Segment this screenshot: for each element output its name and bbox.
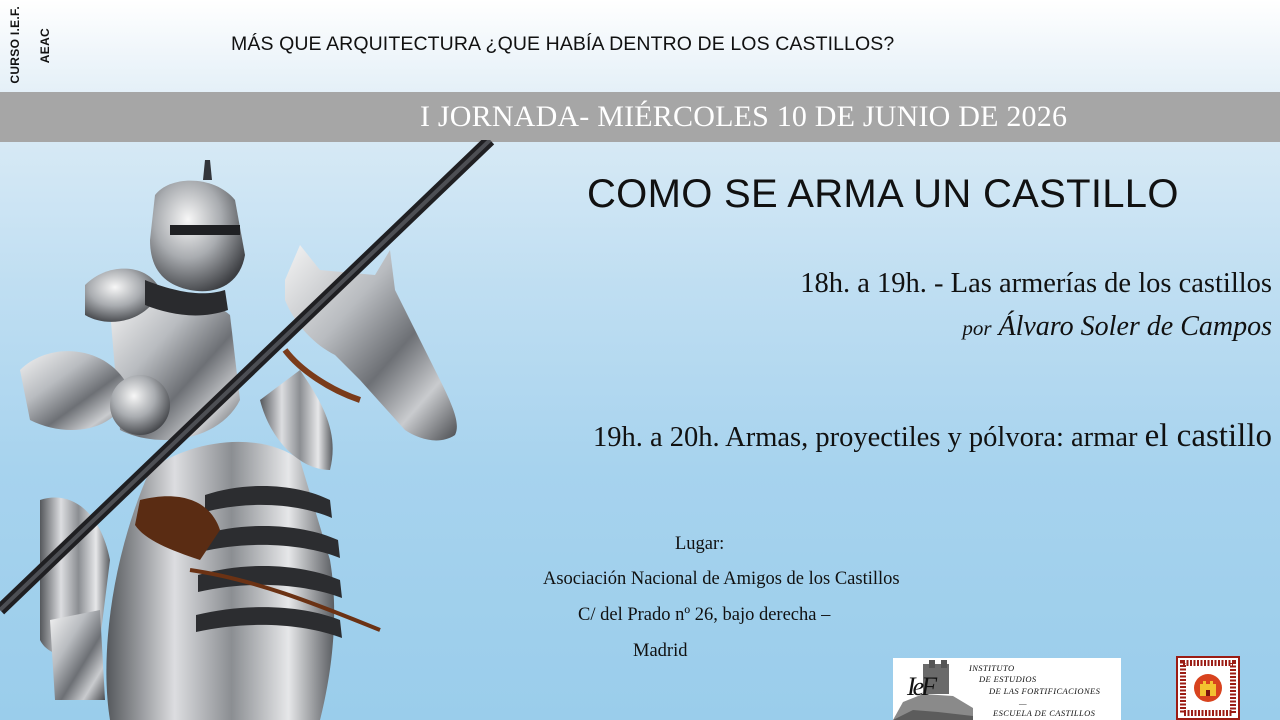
ief-logo xyxy=(893,658,1121,720)
date-band-text: I JORNADA- MIÉRCOLES 10 DE JUNIO DE 2026 xyxy=(420,100,1068,133)
course-title: MÁS QUE ARQUITECTURA ¿QUE HABÍA DENTRO DE LOS CASTILLOS? xyxy=(231,33,895,55)
speaker-prefix: por xyxy=(962,316,992,340)
venue-name: Asociación Nacional de Amigos de los Castillos xyxy=(543,569,900,589)
venue-city: Madrid xyxy=(633,641,688,661)
session-title: COMO SE ARMA UN CASTILLO xyxy=(587,172,1179,216)
venue-address: C/ del Prado nº 26, bajo derecha – xyxy=(578,605,831,625)
ief-text-4: — xyxy=(1019,698,1027,708)
side-label-course: CURSO I.E.F. xyxy=(8,6,22,84)
talk-2 xyxy=(593,418,1272,455)
ief-text-3: DE LAS FORTIFICACIONES xyxy=(989,686,1101,696)
ief-text-1: INSTITUTO xyxy=(969,663,1015,673)
speaker-name: Álvaro Soler de Campos xyxy=(998,311,1272,342)
side-label-aeac: AEAC xyxy=(38,28,52,64)
knight-image xyxy=(0,140,520,720)
aeac-seal-icon xyxy=(1176,656,1240,720)
side-label xyxy=(0,0,60,95)
talk-2-emphasis: el castillo xyxy=(1144,418,1272,454)
aeac-logo xyxy=(1176,656,1240,720)
speaker-line xyxy=(962,311,1272,343)
ief-text-5: ESCUELA DE CASTILLOS xyxy=(993,708,1096,718)
talk-2-text: 19h. a 20h. Armas, proyectiles y pólvora: armar xyxy=(592,422,1145,453)
venue-label: Lugar: xyxy=(675,534,725,554)
talk-1: 18h. a 19h. - Las armerías de los castillos xyxy=(800,268,1272,299)
ief-monogram: IeF xyxy=(907,672,935,701)
ief-text-2: DE ESTUDIOS xyxy=(979,674,1037,684)
